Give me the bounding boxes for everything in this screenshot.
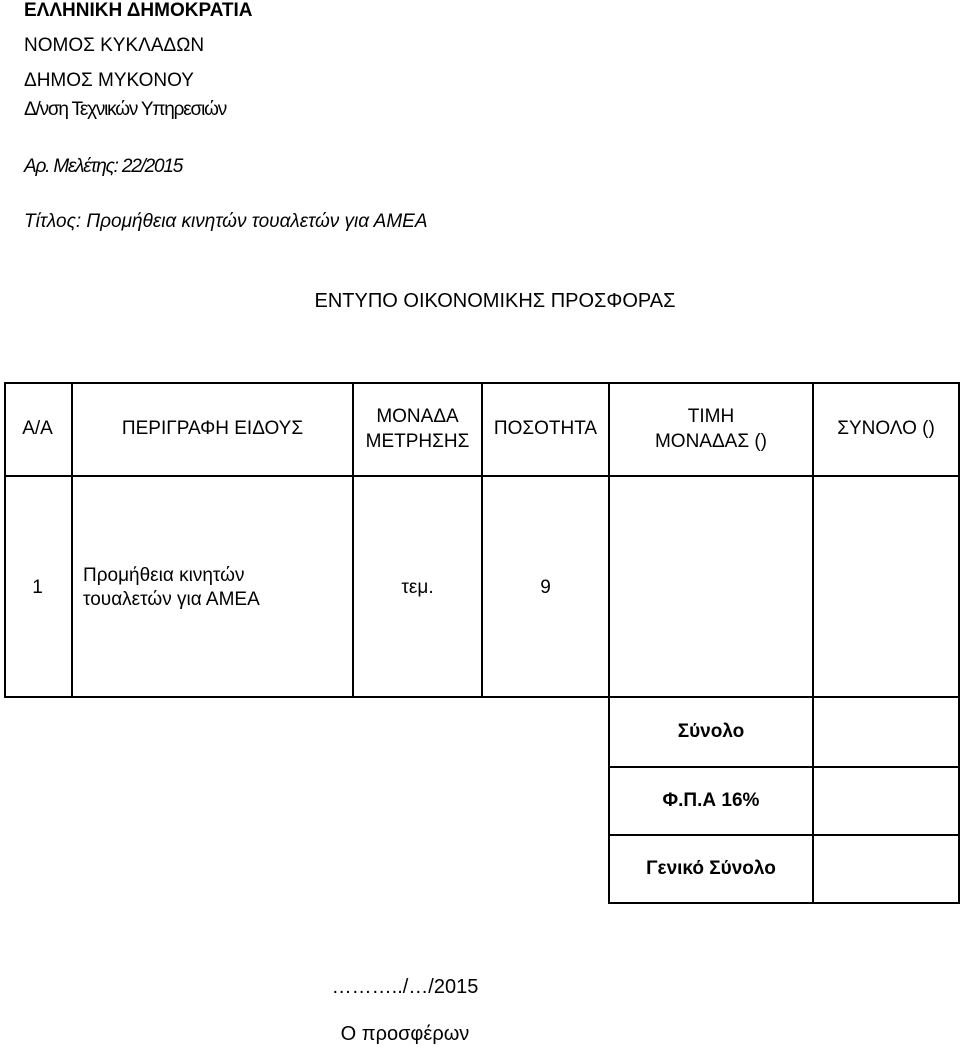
column-header-unit: ΜΟΝΑΔΑ ΜΕΤΡΗΣΗΣ — [365, 406, 470, 452]
header-line-4: Δ/νση Τεχνικών Υπηρεσιών — [24, 99, 227, 120]
grand-total-label: Γενικό Σύνολο — [646, 857, 776, 879]
row-unit: τεμ. — [401, 576, 434, 598]
date-line: ………../…/2015 — [331, 976, 479, 998]
header-line-2: ΝΟΜΟΣ ΚΥΚΛΑΔΩΝ — [24, 35, 205, 56]
summary-border-bottom — [608, 902, 960, 904]
column-header-description: ΠΕΡΙΓΡΑΦΗ ΕΙΔΟΥΣ — [121, 418, 304, 440]
vat-label: Φ.Π.Α 16% — [662, 789, 760, 811]
column-header-quantity: ΠΟΣΟΤΗΤΑ — [493, 418, 598, 440]
header-line-3: ΔΗΜΟΣ ΜΥΚΟΝΟΥ — [24, 70, 194, 91]
form-title: ΕΝΤΥΠΟ ΟΙΚΟΝΟΜΙΚΗΣ ΠΡΟΣΦΟΡΑΣ — [314, 290, 676, 312]
document-title: Τίτλος: Προμήθεια κινητών τουαλετών για ΑΜΕΑ — [24, 211, 428, 232]
row-total — [814, 542, 958, 634]
row-quantity: 9 — [540, 576, 551, 598]
row-aa: 1 — [32, 576, 43, 598]
column-header-unit-price: ΤΙΜΗ ΜΟΝΑΔΑΣ () — [654, 406, 768, 452]
signer-label: Ο προσφέρων — [340, 1023, 470, 1045]
row-description: Προμήθεια κινητών τουαλετών για ΑΜΕΑ — [83, 564, 260, 610]
study-number: Αρ. Μελέτης: 22/2015 — [24, 156, 183, 177]
subtotal-label: Σύνολο — [677, 720, 745, 742]
row-unit-price — [610, 542, 812, 634]
column-header-total: ΣΥΝΟΛΟ () — [837, 418, 935, 440]
header-line-1: ΕΛΛΗΝΙΚΗ ΔΗΜΟΚΡΑΤΙΑ — [24, 0, 253, 21]
column-header-aa: Α/Α — [22, 418, 53, 440]
